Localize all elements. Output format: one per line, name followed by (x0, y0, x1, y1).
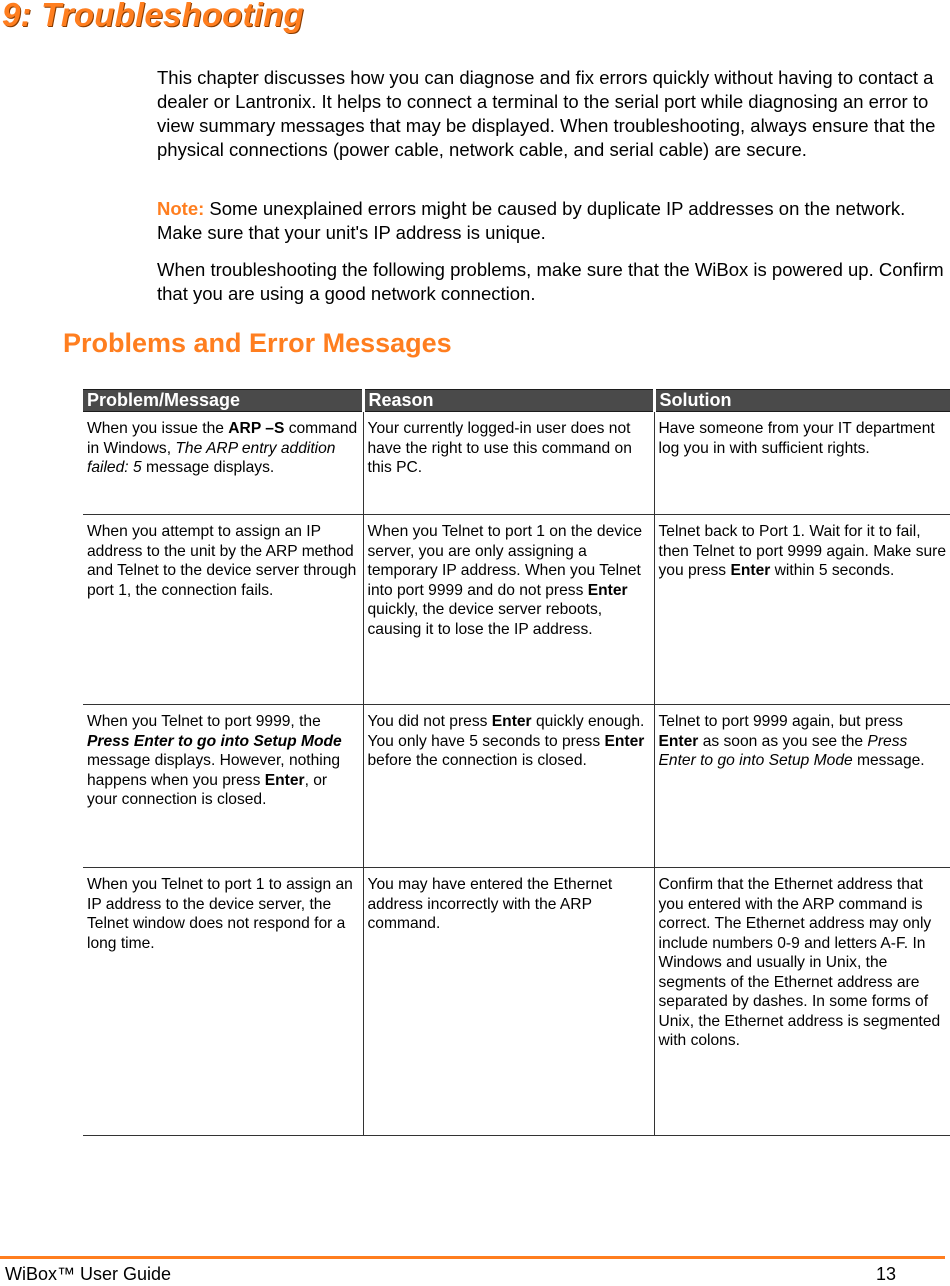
key-text: Enter (658, 732, 699, 750)
message-text: Press Enter to go into Setup Mode (658, 732, 908, 769)
key-text: Enter (730, 562, 771, 579)
text-run: message displays. However, nothing happens when you press (87, 752, 341, 789)
text-run: Your currently logged-in user does not have the right to use this command on this PC. (367, 420, 632, 476)
header-problem: Problem/Message (83, 390, 363, 412)
text-run: , or your connection is closed. (87, 771, 328, 808)
reason-cell (363, 705, 654, 868)
key-text: Enter (587, 581, 628, 599)
note-label: Note: (157, 198, 205, 219)
footer-divider (0, 1256, 945, 1259)
key-text: Enter (604, 732, 645, 750)
text-run: Telnet back to Port 1. Wait for it to fail, then Telnet to port 9999 again. Make sure you press (658, 523, 947, 579)
note-text: Some unexplained errors might be caused by duplicate IP addresses on the network. Make sure that your unit's IP address is unique. (157, 198, 906, 243)
text-run: When you issue the (87, 420, 229, 437)
problems-table (83, 389, 950, 1136)
reason-cell (363, 515, 654, 705)
message-text: The ARP entry addition failed: 5 (87, 439, 336, 476)
problem-cell (83, 515, 363, 705)
text-run: quickly, the device server reboots, causing it to lose the IP address. (367, 601, 603, 638)
text-run: When you Telnet to port 1 to assign an IP address to the device server, the Telnet window does not respond for a long time. (87, 876, 353, 952)
reason-cell (363, 412, 654, 515)
intro-paragraph: This chapter discusses how you can diagnose and fix errors quickly without having to contact a dealer or Lantronix. It helps to connect a terminal to the serial port while diagnosing an error to view summary messages that may be displayed. When troubleshooting, always ensure that the physical connections (power cable, network cable, and serial cable) are secure. (157, 67, 936, 160)
text-run: When you attempt to assign an IP address to the unit by the ARP method and Telnet to the device server through port 1, the connection fails. (87, 523, 357, 599)
table-header-row (83, 390, 950, 412)
section-title: Problems and Error Messages (63, 328, 452, 358)
chapter-title: 9: Troubleshooting (2, 0, 304, 33)
key-text: Enter (264, 771, 305, 789)
text-run: command in Windows, (87, 420, 358, 457)
problem-cell (83, 705, 363, 868)
text-run: Telnet to port 9999 again, but press (658, 713, 903, 730)
key-text: Enter (491, 713, 532, 730)
solution-cell (654, 705, 950, 868)
text-run: quickly enough. You only have 5 seconds to press (367, 713, 645, 750)
text-run: within 5 seconds. (770, 562, 895, 579)
footer-page-number: 13 (876, 1264, 897, 1284)
table-row (83, 868, 950, 1136)
text-run: as soon as you see the (698, 732, 868, 750)
solution-cell (654, 515, 950, 705)
header-solution: Solution (654, 390, 950, 412)
table-row (83, 515, 950, 705)
text-run: Have someone from your IT department log you in with sufficient rights. (658, 420, 935, 457)
text-run: You did not press (367, 713, 492, 730)
solution-cell (654, 868, 950, 1136)
text-run: message. (852, 752, 925, 769)
text-run: When you Telnet to port 1 on the device server, you are only assigning a temporary IP address. When you Telnet into port 9999 and do not press (367, 523, 643, 599)
text-run: When you Telnet to port 9999, the (87, 713, 321, 730)
text-run: before the connection is closed. (367, 752, 587, 769)
problem-cell (83, 868, 363, 1136)
table-row (83, 412, 950, 515)
problem-cell (83, 412, 363, 515)
note-paragraph (157, 197, 947, 245)
message-text: Press Enter to go into Setup Mode (87, 732, 342, 750)
command-text: ARP –S (228, 420, 285, 437)
text-run: Confirm that the Ethernet address that you entered with the ARP command is correct. The Ethernet address may only include numbers 0-9 and letters A-F. In Windows and usually in Unix, the segments of the Ethernet address are separated by dashes. In some forms of Unix, the Ethernet address is segmented with colons. (658, 876, 941, 1049)
table-row (83, 705, 950, 868)
footer-doc-title: WiBox™ User Guide (5, 1264, 172, 1284)
header-reason: Reason (363, 390, 654, 412)
text-run: You may have entered the Ethernet address incorrectly with the ARP command. (367, 876, 613, 932)
solution-cell (654, 412, 950, 515)
reason-cell (363, 868, 654, 1136)
powered-up-paragraph: When troubleshooting the following problems, make sure that the WiBox is powered up. Confirm that you are using a good network connection. (157, 259, 944, 304)
text-run: message displays. (141, 459, 275, 476)
